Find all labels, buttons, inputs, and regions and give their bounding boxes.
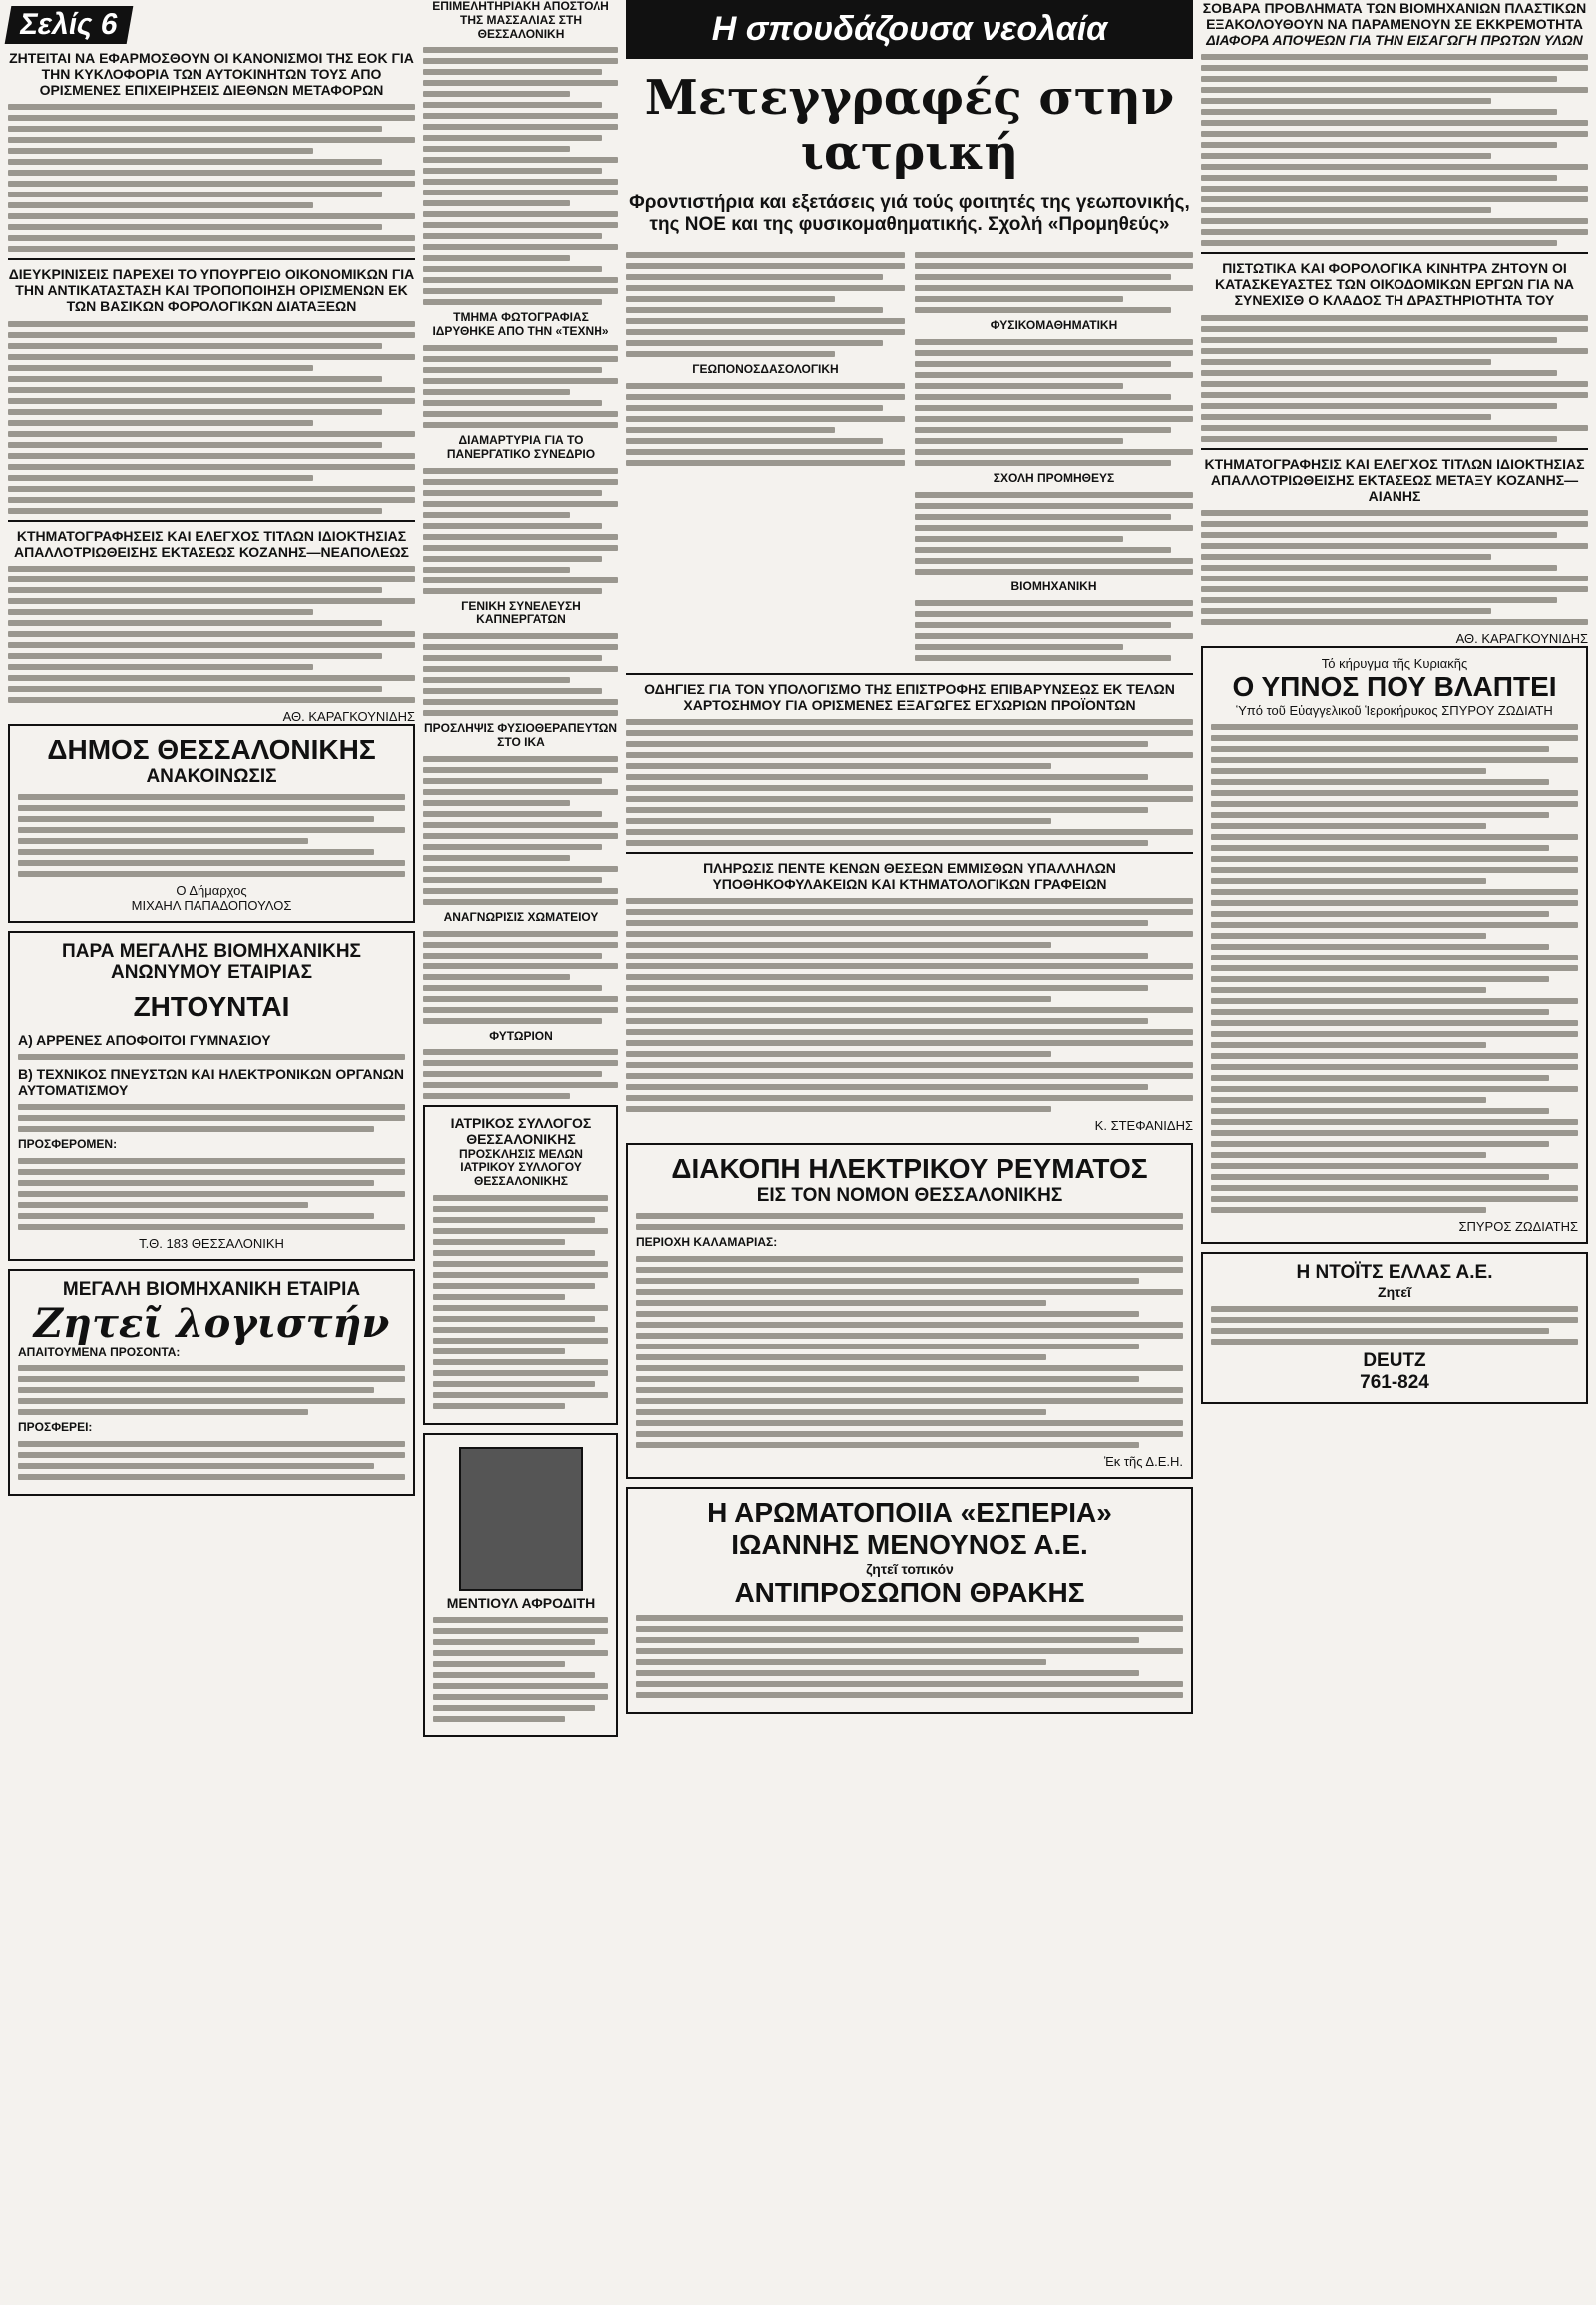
industry-ad [8, 931, 415, 1261]
accountant-ad [8, 1269, 415, 1496]
physio-headline: ΠΡΟΣΛΗΨΙΣ ΦΥΣΙΟΘΕΡΑΠΕΥΤΩΝ ΣΤΟ ΙΚΑ [423, 721, 618, 749]
accountant-offered: ΠΡΟΣΦΕΡΕΙ: [18, 1420, 93, 1435]
perfume-title: Η ΑΡΩΜΑΤΟΠΟΙΙΑ «ΕΣΠΕΡΙΑ» [707, 1496, 1112, 1528]
medical-ad [423, 1105, 618, 1425]
deutz-wants: Ζητεῖ [1378, 1283, 1411, 1300]
third-headline: ΚΤΗΜΑΤΟΓΡΑΦΗΣΕΙΣ ΚΑΙ ΕΛΕΓΧΟΣ ΤΙΤΛΩΝ ΙΔΙΟΚΤΗΣΙΑΣ ΑΠΑΛΛΟΤΡΙΩΘΕΙΣΗΣ ΕΚΤΑΣΕΩΣ ΚΟΖΑΝΗΣ—ΝΕΑΠΟΛΕΩΣ [14, 527, 409, 560]
protest-headline: ΔΙΑΜΑΡΤΥΡΙΑ ΓΙΑ ΤΟ ΠΑΝΕΡΓΑΤΙΚΟ ΣΥΝΕΔΡΙΟ [446, 432, 596, 461]
industry-offered: ΠΡΟΣΦΕΡΟΜΕΝ: [18, 1136, 118, 1151]
industry-box: Τ.Θ. 183 ΘΕΣΣΑΛΟΝΙΚΗ [139, 1235, 284, 1251]
accountant-headline: Ζητεῖ λογιστήν [33, 1299, 390, 1346]
power-signoff: Ἐκ τῆς Δ.Ε.Η. [1103, 1453, 1183, 1469]
land-signoff: ΑΘ. ΚΑΡΑΓΚΟΥΝΙΔΗΣ [1455, 630, 1588, 646]
demos-notice [8, 724, 415, 923]
deaths-headline: ΦΥΤΩΡΙΟΝ [489, 1028, 553, 1043]
power-region: ΕΙΣ ΤΟΝ ΝΟΜΟΝ ΘΕΣΣΑΛΟΝΙΚΗΣ [756, 1185, 1063, 1207]
perfume-role: ΑΝΤΙΠΡΟΣΩΠΟΝ ΘΡΑΚΗΣ [734, 1577, 1085, 1609]
industry-wanted: ΖΗΤΟΥΝΤΑΙ [133, 991, 290, 1023]
industry-item-a: Α) ΑΡΡΕΝΕΣ ΑΠΟΦΟΙΤΟΙ ΓΥΜΝΑΣΙΟΥ [18, 1031, 271, 1048]
demos-subtitle: ΑΝΑΚΟΙΝΩΣΙΣ [146, 765, 277, 787]
perfume-ad [626, 1487, 1193, 1715]
tax-headline: ΠΙΣΤΩΤΙΚΑ ΚΑΙ ΦΟΡΟΛΟΓΙΚΑ ΚΙΝΗΤΡΑ ΖΗΤΟΥΝ ΟΙ ΚΑΤΑΣΚΕΥΑΣΤΕΣ ΤΩΝ ΟΙΚΟΔΟΜΙΚΩΝ ΕΡΓΩΝ ΓΙΑ ΝΑ ΣΥΝΕΧΙΣΘ Ο ΚΛΑΔΟΣ ΤΗ ΔΡΑΣΤΗΡΙΟΤΗΤΑ ΤΟΥ [1215, 260, 1574, 309]
lead-headline: ΖΗΤΕΙΤΑΙ ΝΑ ΕΦΑΡΜΟΣΘΟΥΝ ΟΙ ΚΑΝΟΝΙΣΜΟΙ ΤΗΣ ΕΟΚ ΓΙΑ ΤΗΝ ΚΥΚΛΟΦΟΡΙΑ ΤΩΝ ΑΥΤΟΚΙΝΗΤΩΝ ΤΟΥΣ ΑΠΟ ΟΡΙΣΜΕΝΕΣ ΕΠΙΧΕΙΡΗΣΕΙΣ ΔΙΕΘΝΩΝ ΜΕΤΑΦΟΡΩΝ [9, 50, 414, 99]
photo-dept-headline: ΤΜΗΜΑ ΦΩΤΟΓΡΑΦΙΑΣ ΙΔΡΥΘΗΚΕ ΑΠΟ ΤΗΝ «ΤΕΧΝΗ» [432, 310, 609, 339]
industry-title-2: ΑΝΩΝΥΜΟΥ ΕΤΑΙΡΙΑΣ [110, 961, 313, 983]
sermon-title: Ο ΥΠΝΟΣ ΠΟΥ ΒΛΑΠΤΕΙ [1232, 670, 1557, 702]
memorial-notice [423, 1433, 618, 1737]
power-notice [626, 1143, 1193, 1479]
sec-physics: ΦΥΣΙΚΟΜΑΘΗΜΑΤΙΚΗ [990, 318, 1118, 333]
sec-pharm: ΣΧΟΛΗ ΠΡΟΜΗΘΕΥΣ [993, 470, 1115, 485]
deutz-title: Η ΝΤΟΪΤΣ ΕΛΛΑΣ Α.Ε. [1296, 1262, 1493, 1284]
correspondent-headline: ΕΠΙΜΕΛΗΤΗΡΙΑΚΗ ΑΠΟΣΤΟΛΗ ΤΗΣ ΜΑΣΣΑΛΙΑΣ ΣΤΗ ΘΕΣΣΑΛΟΝΙΚΗ [432, 0, 609, 41]
sermon-author: Ὑπό τοῦ Εὐαγγελικοῦ Ἱεροκήρυκος ΣΠΥΡΟΥ ΖΩΔΙΑΤΗ [1236, 703, 1553, 719]
sec-agri: ΓΕΩΠΟΝΟΣΔΑΣΟΛΟΓΙΚΗ [692, 362, 839, 377]
power-area: ΠΕΡΙΟΧΗ ΚΑΛΑΜΑΡΙΑΣ: [636, 1234, 778, 1249]
accountant-title: ΜΕΓΑΛΗ ΒΙΟΜΗΧΑΝΙΚΗ ΕΤΑΙΡΙΑ [62, 1278, 361, 1300]
perfume-company: ΙΩΑΝΝΗΣ ΜΕΝΟΥΝΟΣ Α.Ε. [731, 1528, 1088, 1560]
second-headline: ΔΙΕΥΚΡΙΝΙΣΕΙΣ ΠΑΡΕΧΕΙ ΤΟ ΥΠΟΥΡΓΕΙΟ ΟΙΚΟΝΟΜΙΚΩΝ ΓΙΑ ΤΗΝ ΑΝΤΙΚΑΤΑΣΤΑΣΗ ΚΑΙ ΤΡΟΠΟΠΟΙΗΣΗ ΟΡΙΣΜΕΝΩΝ ΕΚ ΤΩΝ ΒΑΣΙΚΩΝ ΦΟΡΟΛΟΓΙΚΩΝ ΔΙΑΤΑΞΕΩΝ [8, 266, 415, 315]
memorial-portrait [459, 1447, 583, 1591]
deutz-ad [1201, 1252, 1588, 1404]
plastics-headline: ΣΟΒΑΡΑ ΠΡΟΒΛΗΜΑΤΑ ΤΩΝ ΒΙΟΜΗΧΑΝΙΩΝ ΠΛΑΣΤΙΚΩΝ ΕΞΑΚΟΛΟΥΘΟΥΝ ΝΑ ΠΑΡΑΜΕΝΟΥΝ ΣΕ ΕΚΚΡΕΜΟΤΗΤΑ [1202, 0, 1587, 33]
power-title: ΔΙΑΚΟΠΗ ΗΛΕΚΤΡΙΚΟΥ ΡΕΥΜΑΤΟΣ [671, 1152, 1148, 1184]
perfume-wants: ζητεῖ τοπικόν [866, 1561, 954, 1578]
assembly-headline: ΓΕΝΙΚΗ ΣΥΝΕΛΕΥΣΗ ΚΑΠΝΕΡΓΑΤΩΝ [461, 598, 581, 627]
plastics-subhead: ΔΙΑΦΟΡΑ ΑΠΟΨΕΩΝ ΓΙΑ ΤΗΝ ΕΙΣΑΓΩΓΗ ΠΡΩΤΩΝ ΥΛΩΝ [1206, 32, 1583, 49]
center-headline: Μετεγγραφές στην ιατρική [644, 70, 1175, 182]
land-headline: ΚΤΗΜΑΤΟΓΡΑΦΗΣΙΣ ΚΑΙ ΕΛΕΓΧΟΣ ΤΙΤΛΩΝ ΙΔΙΟΚΤΗΣΙΑΣ ΑΠΑΛΛΟΤΡΙΩΘΕΙΣΗΣ ΕΚΤΑΣΕΩΣ ΜΕΤΑΞΥ ΚΟΖΑΝΗΣ—ΑΙΑΝΗΣ [1204, 455, 1585, 504]
accountant-required: ΑΠΑΙΤΟΥΜΕΝΑ ΠΡΟΣΟΝΤΑ: [18, 1345, 181, 1359]
sermon-kicker: Τό κήρυγμα τῆς Κυριακῆς [1321, 655, 1468, 671]
industry-title-1: ΠΑΡΑ ΜΕΓΑΛΗΣ ΒΙΟΜΗΧΑΝΙΚΗΣ [62, 940, 361, 961]
demos-title: ΔΗΜΟΣ ΘΕΣΣΑΛΟΝΙΚΗΣ [47, 733, 376, 765]
demos-signoff-name: ΜΙΧΑΗΛ ΠΑΠΑΔΟΠΟΥΛΟΣ [131, 897, 292, 913]
center-banner: Η σπουδάζουσα νεολαία [626, 0, 1193, 59]
demos-signoff-role: Ο Δήμαρχος [176, 882, 247, 898]
memorial-title: ΜΕΝΤΙΟΥΛ ΑΦΡΟΔΙΤΗ [446, 1594, 596, 1611]
sermon [1201, 646, 1588, 1244]
center-subhead: Φροντιστήρια και εξετάσεις γιά τούς φοιτητές της γεωπονικής, της ΝΟΕ και της φυσικομαθηματικής. Σχολή «Προμηθεύς» [629, 192, 1190, 236]
deutz-phone: 761-824 [1360, 1371, 1429, 1393]
houses-headline: ΑΝΑΓΝΩΡΙΣΙΣ ΧΩΜΑΤΕΙΟΥ [443, 909, 598, 924]
third-signoff: ΑΘ. ΚΑΡΑΓΚΟΥΝΙΔΗΣ [282, 708, 415, 724]
instructions-headline: ΟΔΗΓΙΕΣ ΓΙΑ ΤΟΝ ΥΠΟΛΟΓΙΣΜΟ ΤΗΣ ΕΠΙΣΤΡΟΦΗΣ ΕΠΙΒΑΡΥΝΣΕΩΣ ΕΚ ΤΕΛΩΝ ΧΑΡΤΟΣΗΜΟΥ ΓΙΑ ΟΡΙΣΜΕΝΕΣ ΕΞΑΓΩΓΕΣ ΕΓΧΩΡΙΩΝ ΠΡΟΪΟΝΤΩΝ [644, 680, 1175, 713]
posts-headline: ΠΛΗΡΩΣΙΣ ΠΕΝΤΕ ΚΕΝΩΝ ΘΕΣΕΩΝ ΕΜΜΙΣΘΩΝ ΥΠΑΛΛΗΛΩΝ ΥΠΟΘΗΚΟΦΥΛΑΚΕΙΩΝ ΚΑΙ ΚΤΗΜΑΤΟΛΟΓΙΚΩΝ ΓΡΑΦΕΙΩΝ [703, 859, 1116, 892]
deutz-brand: DEUTZ [1363, 1349, 1426, 1371]
third-article [8, 566, 415, 703]
posts-signoff: Κ. ΣΤΕΦΑΝΙΔΗΣ [1094, 1117, 1193, 1133]
page-tag: Σελίς 6 [8, 6, 415, 44]
medical-subtitle: ΠΡΟΣΚΛΗΣΙΣ ΜΕΛΩΝ ΙΑΤΡΙΚΟΥ ΣΥΛΛΟΓΟΥ ΘΕΣΣΑΛΟΝΙΚΗΣ [459, 1146, 583, 1189]
industry-item-b: Β) ΤΕΧΝΙΚΟΣ ΠΝΕΥΣΤΩΝ ΚΑΙ ΗΛΕΚΤΡΟΝΙΚΩΝ ΟΡΓΑΝΩΝ ΑΥΤΟΜΑΤΙΣΜΟΥ [18, 1065, 405, 1098]
lead-article [8, 104, 415, 252]
medical-title: ΙΑΤΡΙΚΟΣ ΣΥΛΛΟΓΟΣ ΘΕΣΣΑΛΟΝΙΚΗΣ [450, 1115, 592, 1148]
second-article [8, 321, 415, 514]
sec-bio: ΒΙΟΜΗΧΑΝΙΚΗ [1010, 578, 1097, 593]
sermon-signoff: ΣΠΥΡΟΣ ΖΩΔΙΑΤΗΣ [1458, 1219, 1578, 1235]
